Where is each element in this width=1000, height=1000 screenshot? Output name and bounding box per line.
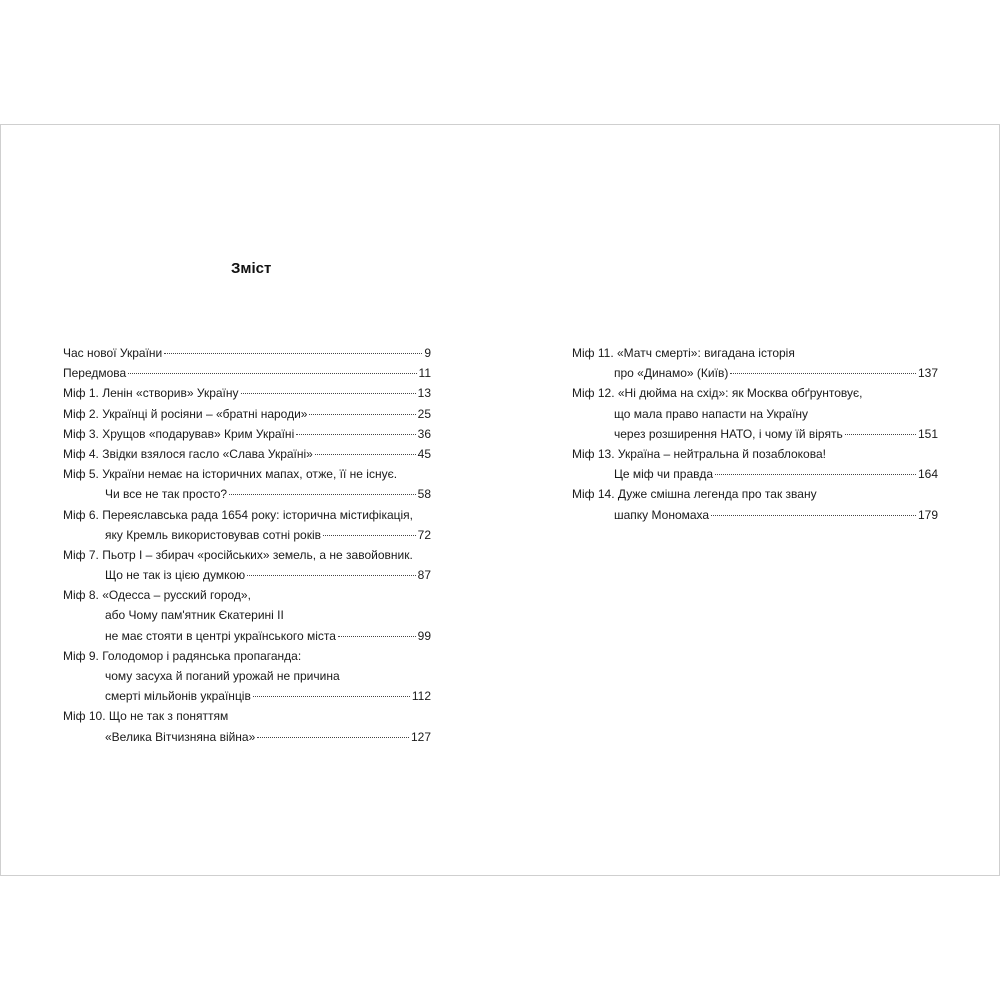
dot-leader — [711, 515, 916, 516]
toc-entry-line — [63, 404, 431, 424]
dot-leader — [296, 434, 415, 435]
book-spread — [0, 124, 1000, 876]
toc-entry-title: яку Кремль використовував сотні років — [105, 527, 321, 542]
toc-entry-title: Час нової України — [63, 346, 163, 360]
toc-entry-line — [63, 626, 431, 646]
toc-entry-line — [63, 686, 431, 706]
toc-entry-line — [63, 424, 431, 444]
toc-entry-title: шапку Мономаха — [614, 507, 710, 522]
toc-entry-title: Що не так із цією думкою — [105, 568, 246, 583]
toc-entry — [63, 585, 431, 646]
toc-page-number: 72 — [417, 527, 431, 542]
dot-leader — [164, 353, 422, 354]
dot-leader — [730, 373, 916, 374]
dot-leader — [128, 373, 416, 374]
toc-page-number: 127 — [410, 729, 431, 744]
toc-entry-line — [572, 505, 938, 525]
toc-entry — [63, 363, 431, 383]
toc-entry — [572, 383, 938, 444]
toc-entry-title: Міф 1. Ленін «створив» Україну — [63, 386, 239, 401]
toc-entry-line — [63, 565, 431, 585]
toc-page-number: 45 — [417, 446, 431, 461]
toc-entry-title: Міф 6. Переяславська рада 1654 року: історична містифікація, — [63, 507, 414, 522]
toc-page-number: 36 — [417, 426, 431, 441]
toc-entry-title: або Чому пам'ятник Єкатерині ІІ — [105, 608, 284, 623]
dot-leader — [229, 494, 416, 495]
toc-page-number: 164 — [917, 467, 938, 482]
toc-entry-title: «Велика Вітчизняна війна» — [105, 729, 256, 744]
toc-page-number: 13 — [417, 386, 431, 401]
toc-entry — [63, 505, 431, 545]
dot-leader — [247, 575, 415, 576]
toc-entry-line — [63, 646, 431, 666]
dot-leader — [257, 737, 409, 738]
toc-entry — [572, 444, 938, 484]
toc-page-number: 99 — [417, 628, 431, 643]
toc-entry-line — [572, 444, 938, 464]
toc-entry-title: Міф 9. Голодомор і радянська пропаганда: — [63, 648, 302, 663]
toc-entry — [63, 464, 431, 504]
toc-entry — [63, 545, 431, 585]
toc-entry-line — [63, 545, 431, 565]
toc-page-number: 9 — [424, 346, 431, 360]
dot-leader — [845, 434, 916, 435]
toc-entry-title: Міф 7. Пьотр І – збирач «російських» земель, а не завойовник. — [63, 547, 413, 562]
toc-entry-title: Передмова — [63, 366, 127, 381]
toc-heading: Зміст — [231, 260, 272, 277]
toc-page-number: 179 — [917, 507, 938, 522]
toc-right-column — [572, 343, 938, 525]
toc-page-number: 25 — [417, 406, 431, 421]
toc-entry-line — [63, 505, 431, 525]
dot-leader — [323, 535, 416, 536]
toc-page-number: 151 — [917, 426, 938, 441]
toc-entry-title: не має стояти в центрі українського міста — [105, 628, 336, 643]
toc-entry — [572, 343, 938, 383]
toc-entry-title: про «Динамо» (Київ) — [614, 366, 729, 381]
toc-entry — [63, 343, 431, 363]
toc-entry-line — [63, 363, 431, 383]
toc-entry — [572, 484, 938, 524]
toc-entry-line — [572, 464, 938, 484]
toc-entry-line — [63, 605, 431, 625]
toc-entry-line — [63, 383, 431, 403]
toc-entry-line — [572, 404, 938, 424]
dot-leader — [241, 393, 416, 394]
toc-entry-line — [63, 666, 431, 686]
toc-entry-line — [572, 424, 938, 444]
toc-page-number: 137 — [917, 366, 938, 381]
toc-entry-line — [572, 484, 938, 504]
toc-entry-title: Це міф чи правда — [614, 467, 714, 482]
toc-page-number: 58 — [417, 487, 431, 502]
toc-entry-title: Міф 5. України немає на історичних мапах, отже, її не існує. — [63, 467, 398, 482]
toc-entry-line — [572, 363, 938, 383]
toc-entry-line — [572, 343, 938, 363]
toc-entry-title: Міф 3. Хрущов «подарував» Крим Україні — [63, 426, 295, 441]
toc-entry-title: Міф 13. Україна – нейтральна й позаблокова! — [572, 446, 826, 461]
toc-entry — [63, 646, 431, 707]
toc-entry — [63, 706, 431, 746]
toc-entry-title: Міф 11. «Матч смерті»: вигадана історія — [572, 346, 795, 360]
toc-entry-line — [63, 464, 431, 484]
toc-page-number: 11 — [418, 366, 431, 381]
toc-entry-line — [63, 585, 431, 605]
toc-page-number: 112 — [411, 689, 431, 704]
toc-entry-title: Міф 8. «Одесса – русский город», — [63, 588, 251, 603]
toc-entry-line — [63, 343, 431, 363]
toc-entry-title: Міф 10. Що не так з поняттям — [63, 709, 229, 724]
toc-entry-title: чому засуха й поганий урожай не причина — [105, 669, 340, 683]
toc-entry-title: Міф 2. Українці й росіяни – «братні народи» — [63, 406, 308, 421]
toc-entry-line — [63, 444, 431, 464]
toc-entry — [63, 424, 431, 444]
toc-entry-title: Міф 4. Звідки взялося гасло «Слава Україні» — [63, 446, 313, 461]
toc-entry-line — [63, 525, 431, 545]
toc-entry-title: смерті мільйонів українців — [105, 689, 251, 704]
toc-entry-title: що мала право напасти на Україну — [614, 406, 809, 421]
toc-entry-line — [63, 484, 431, 504]
dot-leader — [315, 454, 416, 455]
toc-entry-line — [63, 706, 431, 726]
dot-leader — [715, 474, 916, 475]
toc-left-column — [63, 343, 431, 747]
dot-leader — [338, 636, 416, 637]
toc-entry — [63, 444, 431, 464]
dot-leader — [253, 696, 410, 697]
toc-entry-title: Міф 14. Дуже смішна легенда про так звану — [572, 487, 817, 502]
toc-entry — [63, 383, 431, 403]
toc-entry-title: через розширення НАТО, і чому їй вірять — [614, 426, 843, 441]
toc-entry-line — [572, 383, 938, 403]
toc-page-number: 87 — [417, 568, 431, 583]
toc-entry-line — [63, 727, 431, 747]
dot-leader — [309, 414, 415, 415]
toc-entry-title: Міф 12. «Ні дюйма на схід»: як Москва обґрунтовує, — [572, 386, 863, 401]
toc-entry — [63, 404, 431, 424]
toc-entry-title: Чи все не так просто? — [105, 487, 228, 502]
